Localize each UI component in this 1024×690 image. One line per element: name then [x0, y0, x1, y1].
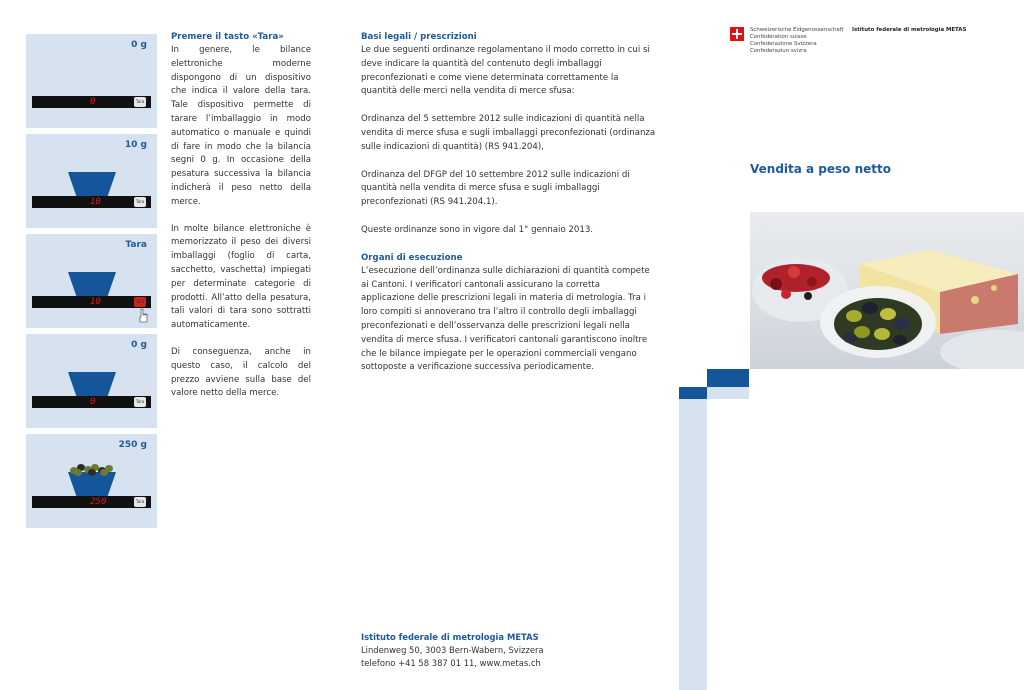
scale-display: [32, 496, 151, 508]
legal-intro: Le due seguenti ordinanze regolamentano il modo corretto in cui si deve indicare la quantità del contenuto degli imballaggi preconfezionati e come viene determinata correttamente la quantità delle merci nella vendita di merce sfusa:: [361, 45, 650, 97]
tara-button[interactable]: Tara: [134, 97, 146, 107]
pointing-hand-icon: [138, 308, 148, 324]
scale-panel: [26, 234, 157, 328]
tara-paragraph-2: In molte bilance elettroniche è memorizzato il peso dei diversi imballaggi (foglio di carta, sacchetto, vaschetta) impiegati per determinate categorie di prodotti. All’atto della pesatura, tali valori di tara sono sottratti automaticamente.: [171, 223, 311, 331]
tara-button[interactable]: Tara: [134, 397, 146, 407]
display-reading: 0: [90, 97, 96, 107]
institute-label: Istituto federale di metrologia METAS: [852, 27, 967, 33]
olive: [88, 469, 96, 476]
scale-display: [32, 296, 151, 308]
scale-weight-label: 0 g: [131, 340, 147, 350]
scale-panel: [26, 134, 157, 228]
scale-weight-label: Tara: [125, 240, 147, 250]
enforcement-paragraph: L’esecuzione dell’ordinanza sulle dichiarazioni di quantità compete ai Cantoni. I verificatori cantonali assicurano la corretta applicazione delle prescrizioni legali in materia di metrologia. Tra i loro compiti si annoverano tra l’altro il controllo degli imballaggi preconfezionati e dell’osservanza delle prescrizioni legali nella vendita di merce sfusa. I verificatori cantonali garantiscono inoltre che le bilance impiegate per le operazioni commerciali vengano sottoposte a verificazione successiva periodicamente.: [361, 265, 650, 373]
cover-title: Vendita a peso netto: [750, 162, 891, 176]
food-photo: [750, 212, 1024, 369]
container-bowl: [68, 172, 116, 197]
tara-button[interactable]: Tara: [134, 497, 146, 507]
conf-rm: Confederaziun svizra: [750, 48, 807, 54]
scale-display: [32, 96, 151, 108]
tara-heading: Premere il tasto «Tara»: [171, 32, 284, 42]
container-bowl: [68, 372, 116, 397]
legal-heading: Basi legali / prescrizioni: [361, 32, 477, 42]
footer-contact: telefono +41 58 387 01 11, www.metas.ch: [361, 658, 541, 668]
swiss-flag-icon: [730, 27, 744, 41]
contact-address: [361, 631, 641, 670]
conf-it: Confederazione Svizzera: [750, 41, 817, 47]
decor-block: [707, 387, 749, 399]
display-reading: 250: [90, 497, 107, 507]
confederation-names: [750, 27, 844, 55]
tara-button[interactable]: Tara: [134, 297, 146, 307]
cover-header: [730, 27, 1010, 67]
decor-block: [707, 369, 749, 387]
enforcement-heading: Organi di esecuzione: [361, 252, 463, 263]
food-photo-illustration: [750, 212, 1024, 369]
display-reading: 10: [90, 297, 101, 307]
olive: [74, 469, 82, 476]
tara-paragraph-1: In genere, le bilance elettroniche moderne dispongono di un dispositivo che indica il valore della tara. Tale dispositivo permette di tarare l’imballaggio in modo automatico o manuale e quindi di fare in modo che la bilancia segni 0 g. In occasione della pesatura successiva la bilancia indicherà il peso netto della merce.: [171, 45, 311, 207]
scale-display: [32, 196, 151, 208]
scale-display: [32, 396, 151, 408]
scale-weight-label: 0 g: [131, 40, 147, 50]
olives-contents: [70, 464, 114, 474]
scale-weight-label: 250 g: [118, 440, 147, 450]
legal-section: [361, 31, 656, 375]
footer-org: Istituto federale di metrologia METAS: [361, 632, 539, 642]
decor-strip: [679, 399, 707, 690]
tara-section: [171, 31, 311, 401]
display-reading: 10: [90, 197, 101, 207]
olive: [100, 469, 108, 476]
ordinance-2: Ordinanza del DFGP del 10 settembre 2012 sulle indicazioni di quantità nella vendita di merce sfusa e sugli imballaggi preconfezionati (RS 941.204.1).: [361, 169, 630, 208]
display-reading: 0: [90, 397, 96, 407]
footer-address: Lindenweg 50, 3003 Bern-Wabern, Svizzera: [361, 645, 544, 655]
tara-paragraph-3: Di conseguenza, anche in questo caso, il calcolo del prezzo avviene sulla base del valore netto della merce.: [171, 346, 311, 399]
scale-panel: [26, 434, 157, 528]
ordinance-1: Ordinanza del 5 settembre 2012 sulle indicazioni di quantità nella vendita di merce sfusa e sugli imballaggi preconfezionati (ordinanza sulle indicazioni di quantità) (RS 941.204),: [361, 114, 656, 152]
in-force-note: Queste ordinanze sono in vigore dal 1° gennaio 2013.: [361, 224, 594, 235]
scale-panel: [26, 34, 157, 128]
tara-button[interactable]: Tara: [134, 197, 146, 207]
scale-weight-label: 10 g: [124, 140, 147, 150]
scale-panel: [26, 334, 157, 428]
container-bowl: [68, 272, 116, 297]
decor-block: [679, 387, 707, 399]
conf-fr: Confédération suisse: [750, 34, 807, 40]
conf-de: Schweizerische Eidgenossenschaft: [750, 27, 844, 33]
